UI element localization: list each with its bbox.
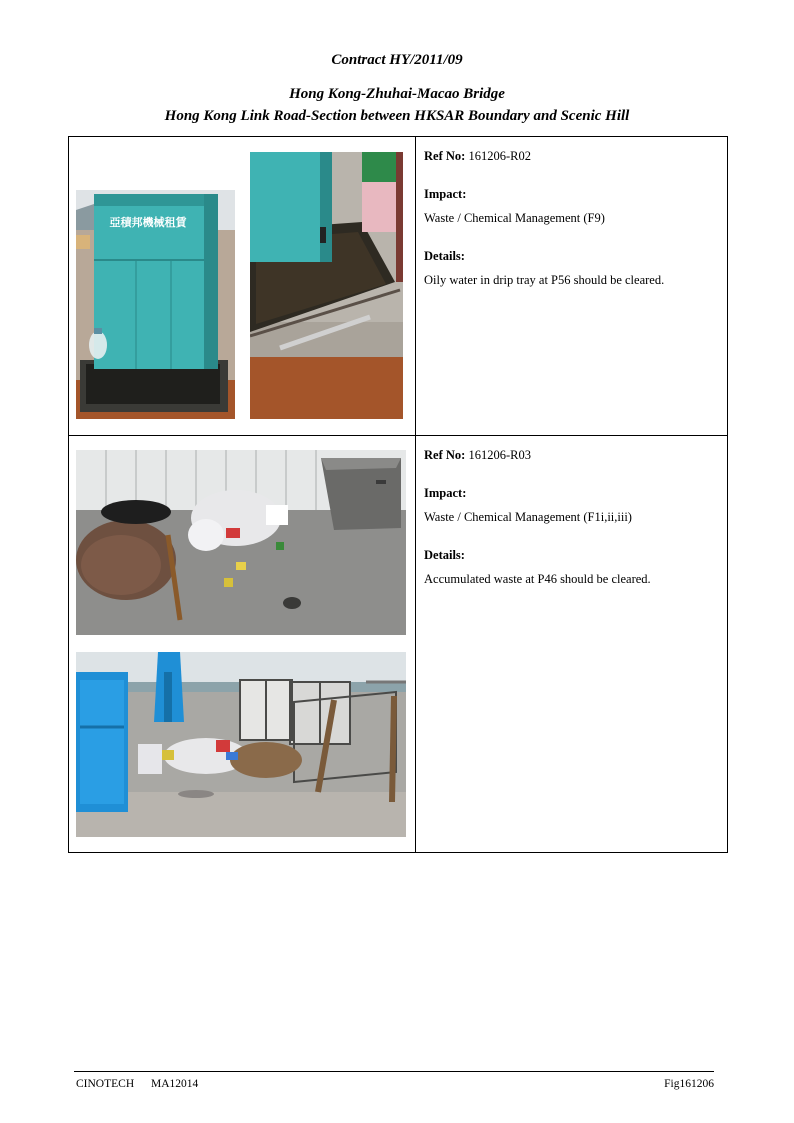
project-title: Hong Kong-Zhuhai-Macao Bridge <box>289 86 505 102</box>
footer-figure-ref: Fig161206 <box>664 1078 714 1090</box>
ref-value: 161206-R03 <box>468 448 531 462</box>
details-label: Details: <box>424 249 465 263</box>
impact-value: Waste / Chemical Management (F1i,ii,iii) <box>424 510 632 524</box>
footer-company: CINOTECH <box>76 1078 135 1090</box>
impact <box>424 186 719 226</box>
record-info-r03 <box>424 447 719 609</box>
details <box>424 547 719 587</box>
observation-row-r03 <box>69 436 727 852</box>
details-value: Oily water in drip tray at P56 should be cleared. <box>424 273 665 287</box>
ref-value: 161206-R02 <box>468 149 531 163</box>
ref-no <box>424 447 719 463</box>
footer-divider <box>74 1071 714 1072</box>
details-value: Accumulated waste at P46 should be cleared. <box>424 572 651 586</box>
impact-label: Impact: <box>424 187 467 201</box>
details-label: Details: <box>424 548 465 562</box>
impact <box>424 485 719 525</box>
generator-signage: 亞積邦機械租賃 <box>109 216 187 229</box>
drip-tray-photo <box>250 152 403 419</box>
section-title: Hong Kong Link Road-Section between HKSAR Boundary and Scenic Hill <box>164 108 630 124</box>
generator-photo <box>76 190 235 419</box>
record-info-r02 <box>424 148 719 310</box>
waste-ibc-photo <box>76 652 406 837</box>
contract-title: Contract HY/2011/09 <box>331 52 463 68</box>
footer-left <box>76 1078 198 1090</box>
footer-project-code: MA12014 <box>151 1078 199 1090</box>
ref-label: Ref No: <box>424 149 466 163</box>
details <box>424 248 719 288</box>
ref-label: Ref No: <box>424 448 466 462</box>
impact-label: Impact: <box>424 486 467 500</box>
ref-no <box>424 148 719 164</box>
observation-row-r02 <box>69 137 727 436</box>
observation-table <box>68 136 728 853</box>
waste-pile-photo <box>76 450 406 635</box>
impact-value: Waste / Chemical Management (F9) <box>424 211 605 225</box>
